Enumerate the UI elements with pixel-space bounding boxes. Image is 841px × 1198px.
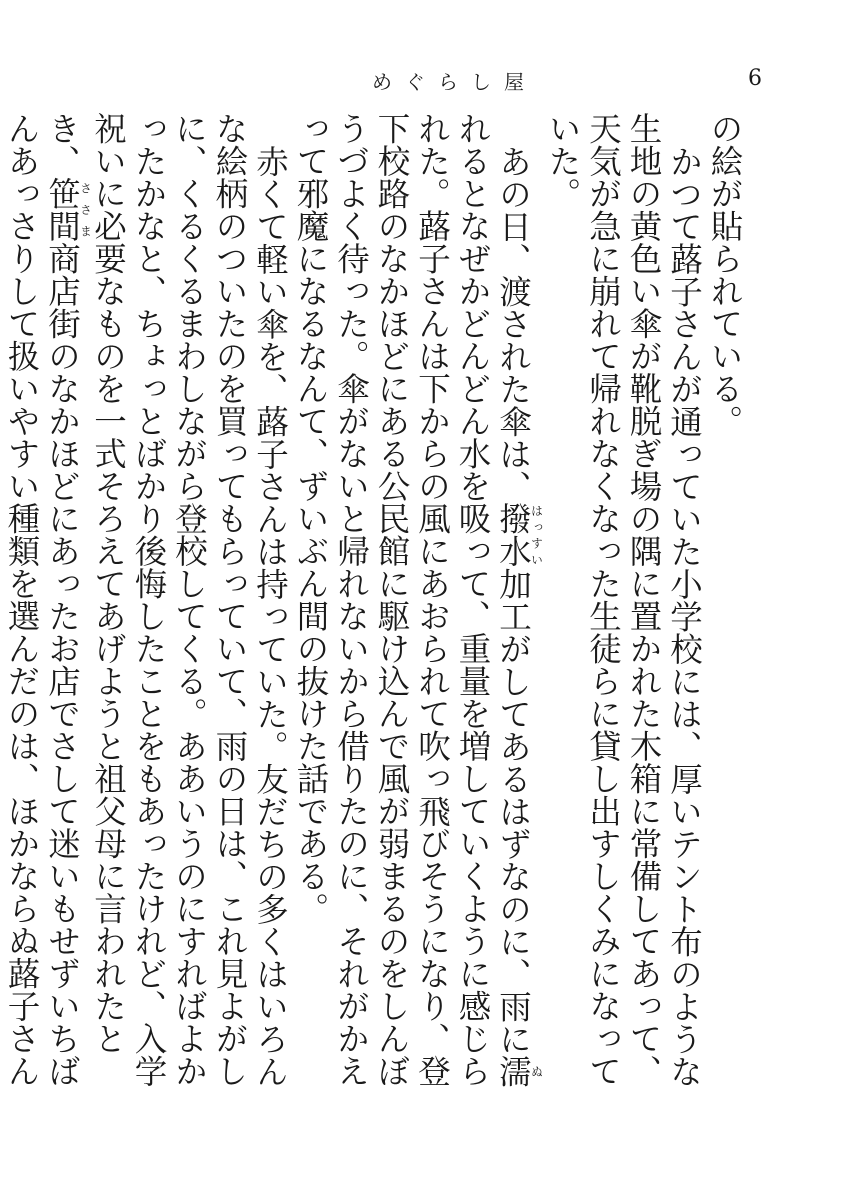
page-number: 6 xyxy=(748,66,762,91)
vertical-text-body xyxy=(3,112,745,1112)
paragraph: あの日、渡された傘は、撥水はっすい加工がしてあるはずなのに、雨に濡ぬれるとなぜかどんどん水を吸って、重量を増していくように感じられた。蕗子さんは下からの風にあおられて吹っ飛びそうになり、登下校路のなかほどにある公民館に駆け込んで風が弱まるのをしんぼうづよく待った。傘がないと帰れないから借りたのに、それがかえって邪魔になるなんて、ずいぶん間の抜けた話である。 xyxy=(292,112,544,1087)
paragraph: 赤くて軽い傘を、蕗子さんは持っていた。友だちの多くはいろんな絵柄のついたのを買ってもらっていて、雨の日は、これ見よがしに、くるくるまわしながら登校してくる。ああいうのにすればよかったかなと、ちょっとばかり後悔したことをもあったけれど、入学祝いに必要なものを一式そろえてあげようと祖父母に言われたとき、笹間ささま商店街のなかほどにあったお店でさして迷いもせずいちばんあっさりして扱いやすい種類を選んだのは、ほかならぬ蕗子さん xyxy=(3,112,290,1087)
ruby-annotation: 笹間ささま xyxy=(43,177,93,242)
book-title: めぐらし屋 xyxy=(372,70,537,94)
ruby-annotation: 撥水はっすい xyxy=(494,502,544,567)
ruby-annotation: 濡ぬ xyxy=(494,1054,544,1087)
running-head xyxy=(0,66,841,96)
paragraph: かつて蕗子さんが通っていた小学校には、厚いテント布のような生地の黄色い傘が靴脱ぎ場の隅に置かれた木箱に常備してあって、天気が急に崩れて帰れなくなった生徒らに貸し出すしくみになっていた。 xyxy=(544,112,704,1087)
paragraph-continued: の絵が貼られている。 xyxy=(706,112,744,437)
